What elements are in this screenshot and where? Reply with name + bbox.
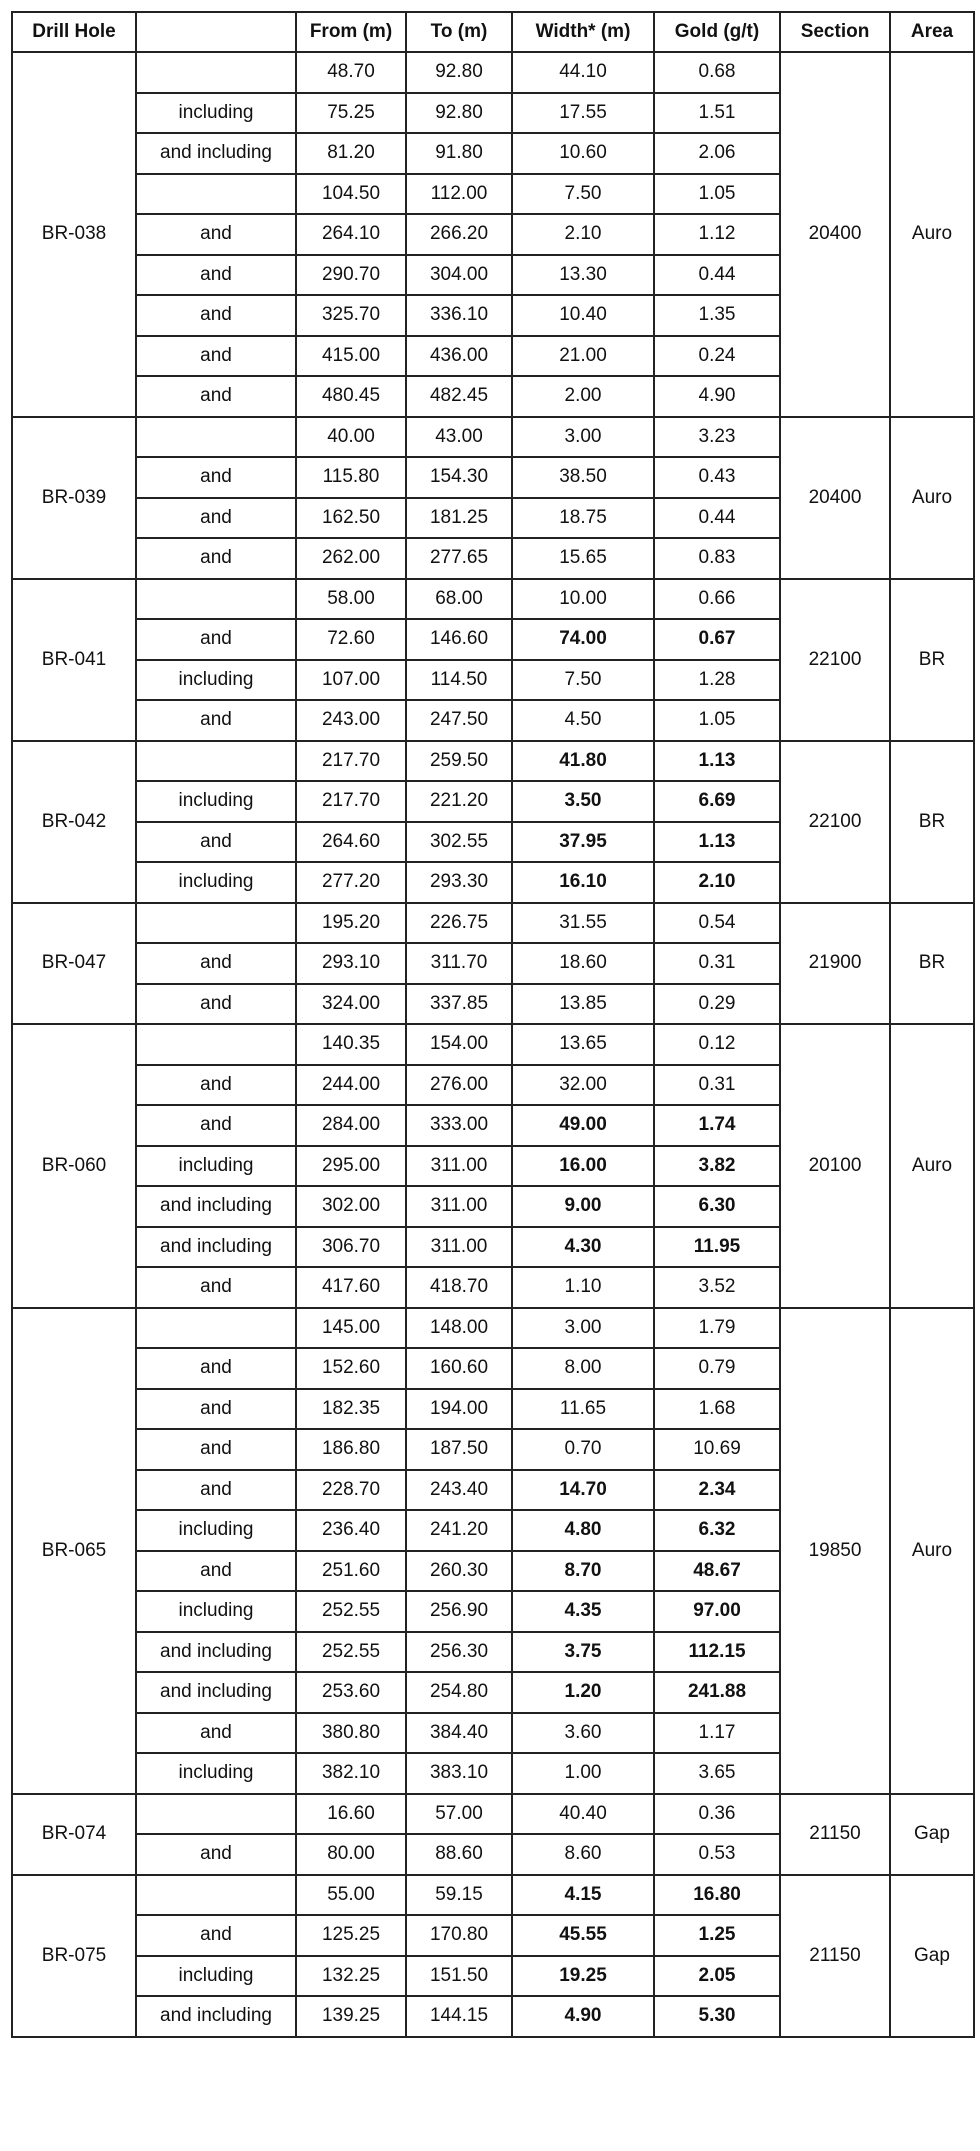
to-cell: 181.25	[406, 498, 512, 539]
table-body	[12, 52, 974, 2037]
qualifier-cell	[136, 579, 296, 620]
to-cell: 114.50	[406, 660, 512, 701]
from-cell: 16.60	[296, 1794, 406, 1835]
from-cell: 264.60	[296, 822, 406, 863]
to-cell: 277.65	[406, 538, 512, 579]
from-cell: 415.00	[296, 336, 406, 377]
qualifier-cell: and	[136, 1429, 296, 1470]
to-cell: 418.70	[406, 1267, 512, 1308]
width-cell: 19.25	[512, 1956, 654, 1997]
qualifier-cell: and	[136, 619, 296, 660]
to-cell: 170.80	[406, 1915, 512, 1956]
width-cell: 15.65	[512, 538, 654, 579]
to-cell: 311.00	[406, 1186, 512, 1227]
qualifier-cell: and	[136, 255, 296, 296]
qualifier-cell: and	[136, 1470, 296, 1511]
from-cell: 290.70	[296, 255, 406, 296]
from-cell: 80.00	[296, 1834, 406, 1875]
gold-cell: 1.51	[654, 93, 780, 134]
from-cell: 186.80	[296, 1429, 406, 1470]
qualifier-cell	[136, 1875, 296, 1916]
to-cell: 91.80	[406, 133, 512, 174]
gold-cell: 97.00	[654, 1591, 780, 1632]
to-cell: 333.00	[406, 1105, 512, 1146]
from-cell: 324.00	[296, 984, 406, 1025]
to-cell: 247.50	[406, 700, 512, 741]
table-row	[12, 1875, 974, 1916]
from-cell: 132.25	[296, 1956, 406, 1997]
gold-cell: 10.69	[654, 1429, 780, 1470]
gold-cell: 6.30	[654, 1186, 780, 1227]
header-row	[12, 12, 974, 52]
to-cell: 256.90	[406, 1591, 512, 1632]
width-cell: 7.50	[512, 660, 654, 701]
to-cell: 112.00	[406, 174, 512, 215]
table-row	[12, 417, 974, 458]
section-cell: 21150	[780, 1875, 890, 2037]
section-cell: 20400	[780, 52, 890, 417]
width-cell: 2.10	[512, 214, 654, 255]
gold-cell: 0.31	[654, 943, 780, 984]
gold-cell: 0.31	[654, 1065, 780, 1106]
gold-cell: 0.12	[654, 1024, 780, 1065]
qualifier-cell: and	[136, 376, 296, 417]
qualifier-cell: including	[136, 660, 296, 701]
qualifier-cell: including	[136, 1956, 296, 1997]
drill-hole-cell: BR-074	[12, 1794, 136, 1875]
width-cell: 1.00	[512, 1753, 654, 1794]
gold-cell: 1.12	[654, 214, 780, 255]
width-cell: 16.10	[512, 862, 654, 903]
to-cell: 160.60	[406, 1348, 512, 1389]
qualifier-cell: and	[136, 1915, 296, 1956]
from-cell: 125.25	[296, 1915, 406, 1956]
to-cell: 311.00	[406, 1227, 512, 1268]
to-cell: 266.20	[406, 214, 512, 255]
table-row	[12, 579, 974, 620]
table-row	[12, 741, 974, 782]
gold-cell: 1.35	[654, 295, 780, 336]
to-cell: 304.00	[406, 255, 512, 296]
qualifier-cell: including	[136, 1146, 296, 1187]
width-cell: 10.60	[512, 133, 654, 174]
from-cell: 284.00	[296, 1105, 406, 1146]
width-cell: 3.60	[512, 1713, 654, 1754]
qualifier-cell: and including	[136, 1186, 296, 1227]
width-cell: 7.50	[512, 174, 654, 215]
from-cell: 55.00	[296, 1875, 406, 1916]
width-cell: 18.75	[512, 498, 654, 539]
width-cell: 0.70	[512, 1429, 654, 1470]
to-cell: 293.30	[406, 862, 512, 903]
gold-cell: 2.06	[654, 133, 780, 174]
gold-cell: 0.79	[654, 1348, 780, 1389]
gold-cell: 16.80	[654, 1875, 780, 1916]
gold-cell: 1.79	[654, 1308, 780, 1349]
to-cell: 154.30	[406, 457, 512, 498]
to-cell: 92.80	[406, 52, 512, 93]
width-cell: 14.70	[512, 1470, 654, 1511]
from-cell: 382.10	[296, 1753, 406, 1794]
gold-cell: 0.44	[654, 255, 780, 296]
gold-cell: 4.90	[654, 376, 780, 417]
width-cell: 4.80	[512, 1510, 654, 1551]
width-cell: 8.70	[512, 1551, 654, 1592]
width-cell: 38.50	[512, 457, 654, 498]
table-row	[12, 52, 974, 93]
to-cell: 57.00	[406, 1794, 512, 1835]
gold-cell: 1.13	[654, 741, 780, 782]
area-cell: Auro	[890, 1308, 974, 1794]
header-qualifier	[136, 12, 296, 52]
gold-cell: 0.83	[654, 538, 780, 579]
width-cell: 31.55	[512, 903, 654, 944]
gold-cell: 0.29	[654, 984, 780, 1025]
table-row	[12, 903, 974, 944]
width-cell: 3.75	[512, 1632, 654, 1673]
qualifier-cell	[136, 741, 296, 782]
width-cell: 4.30	[512, 1227, 654, 1268]
gold-cell: 0.68	[654, 52, 780, 93]
section-cell: 19850	[780, 1308, 890, 1794]
to-cell: 311.70	[406, 943, 512, 984]
width-cell: 44.10	[512, 52, 654, 93]
from-cell: 58.00	[296, 579, 406, 620]
qualifier-cell	[136, 417, 296, 458]
qualifier-cell	[136, 1794, 296, 1835]
drill-results-table	[11, 11, 975, 2038]
table-header	[12, 12, 974, 52]
from-cell: 107.00	[296, 660, 406, 701]
qualifier-cell: and including	[136, 1996, 296, 2037]
width-cell: 4.50	[512, 700, 654, 741]
from-cell: 75.25	[296, 93, 406, 134]
drill-hole-cell: BR-065	[12, 1308, 136, 1794]
from-cell: 252.55	[296, 1632, 406, 1673]
to-cell: 337.85	[406, 984, 512, 1025]
qualifier-cell	[136, 903, 296, 944]
qualifier-cell: and	[136, 1105, 296, 1146]
gold-cell: 1.05	[654, 174, 780, 215]
drill-hole-cell: BR-047	[12, 903, 136, 1025]
from-cell: 306.70	[296, 1227, 406, 1268]
to-cell: 68.00	[406, 579, 512, 620]
width-cell: 18.60	[512, 943, 654, 984]
from-cell: 480.45	[296, 376, 406, 417]
from-cell: 140.35	[296, 1024, 406, 1065]
from-cell: 195.20	[296, 903, 406, 944]
width-cell: 1.10	[512, 1267, 654, 1308]
area-cell: Gap	[890, 1875, 974, 2037]
qualifier-cell: and	[136, 295, 296, 336]
qualifier-cell	[136, 1308, 296, 1349]
drill-hole-cell: BR-075	[12, 1875, 136, 2037]
width-cell: 3.50	[512, 781, 654, 822]
gold-cell: 1.68	[654, 1389, 780, 1430]
drill-hole-cell: BR-039	[12, 417, 136, 579]
qualifier-cell	[136, 174, 296, 215]
gold-cell: 1.74	[654, 1105, 780, 1146]
width-cell: 13.85	[512, 984, 654, 1025]
width-cell: 10.40	[512, 295, 654, 336]
from-cell: 251.60	[296, 1551, 406, 1592]
width-cell: 2.00	[512, 376, 654, 417]
width-cell: 11.65	[512, 1389, 654, 1430]
from-cell: 72.60	[296, 619, 406, 660]
to-cell: 194.00	[406, 1389, 512, 1430]
header-to: To (m)	[406, 12, 512, 52]
gold-cell: 2.05	[654, 1956, 780, 1997]
from-cell: 264.10	[296, 214, 406, 255]
to-cell: 336.10	[406, 295, 512, 336]
from-cell: 115.80	[296, 457, 406, 498]
section-cell: 22100	[780, 741, 890, 903]
from-cell: 243.00	[296, 700, 406, 741]
width-cell: 17.55	[512, 93, 654, 134]
to-cell: 226.75	[406, 903, 512, 944]
qualifier-cell: and	[136, 1065, 296, 1106]
width-cell: 40.40	[512, 1794, 654, 1835]
gold-cell: 112.15	[654, 1632, 780, 1673]
gold-cell: 0.36	[654, 1794, 780, 1835]
to-cell: 482.45	[406, 376, 512, 417]
width-cell: 37.95	[512, 822, 654, 863]
width-cell: 32.00	[512, 1065, 654, 1106]
section-cell: 21900	[780, 903, 890, 1025]
header-gold: Gold (g/t)	[654, 12, 780, 52]
section-cell: 20400	[780, 417, 890, 579]
qualifier-cell: including	[136, 1591, 296, 1632]
from-cell: 293.10	[296, 943, 406, 984]
to-cell: 151.50	[406, 1956, 512, 1997]
to-cell: 259.50	[406, 741, 512, 782]
qualifier-cell: and	[136, 457, 296, 498]
area-cell: Auro	[890, 417, 974, 579]
from-cell: 252.55	[296, 1591, 406, 1632]
from-cell: 325.70	[296, 295, 406, 336]
width-cell: 9.00	[512, 1186, 654, 1227]
width-cell: 4.15	[512, 1875, 654, 1916]
qualifier-cell: and	[136, 984, 296, 1025]
width-cell: 1.20	[512, 1672, 654, 1713]
qualifier-cell	[136, 52, 296, 93]
drill-hole-cell: BR-060	[12, 1024, 136, 1308]
width-cell: 74.00	[512, 619, 654, 660]
from-cell: 244.00	[296, 1065, 406, 1106]
qualifier-cell: and	[136, 538, 296, 579]
gold-cell: 48.67	[654, 1551, 780, 1592]
gold-cell: 5.30	[654, 1996, 780, 2037]
gold-cell: 1.25	[654, 1915, 780, 1956]
qualifier-cell: and	[136, 1551, 296, 1592]
to-cell: 144.15	[406, 1996, 512, 2037]
header-section: Section	[780, 12, 890, 52]
to-cell: 383.10	[406, 1753, 512, 1794]
width-cell: 3.00	[512, 417, 654, 458]
drill-results-container	[11, 11, 975, 2038]
width-cell: 10.00	[512, 579, 654, 620]
width-cell: 4.35	[512, 1591, 654, 1632]
to-cell: 254.80	[406, 1672, 512, 1713]
section-cell: 22100	[780, 579, 890, 741]
width-cell: 41.80	[512, 741, 654, 782]
width-cell: 3.00	[512, 1308, 654, 1349]
table-row	[12, 1024, 974, 1065]
width-cell: 8.60	[512, 1834, 654, 1875]
gold-cell: 2.10	[654, 862, 780, 903]
to-cell: 187.50	[406, 1429, 512, 1470]
from-cell: 277.20	[296, 862, 406, 903]
qualifier-cell: and	[136, 214, 296, 255]
qualifier-cell: and	[136, 1389, 296, 1430]
gold-cell: 0.66	[654, 579, 780, 620]
from-cell: 236.40	[296, 1510, 406, 1551]
area-cell: Auro	[890, 52, 974, 417]
from-cell: 81.20	[296, 133, 406, 174]
from-cell: 40.00	[296, 417, 406, 458]
qualifier-cell: and	[136, 1713, 296, 1754]
qualifier-cell	[136, 1024, 296, 1065]
section-cell: 21150	[780, 1794, 890, 1875]
to-cell: 243.40	[406, 1470, 512, 1511]
gold-cell: 11.95	[654, 1227, 780, 1268]
to-cell: 88.60	[406, 1834, 512, 1875]
qualifier-cell: and	[136, 1267, 296, 1308]
area-cell: BR	[890, 579, 974, 741]
from-cell: 162.50	[296, 498, 406, 539]
qualifier-cell: including	[136, 781, 296, 822]
qualifier-cell: and	[136, 700, 296, 741]
qualifier-cell: and	[136, 1348, 296, 1389]
to-cell: 311.00	[406, 1146, 512, 1187]
header-from: From (m)	[296, 12, 406, 52]
gold-cell: 0.24	[654, 336, 780, 377]
to-cell: 384.40	[406, 1713, 512, 1754]
gold-cell: 0.53	[654, 1834, 780, 1875]
area-cell: BR	[890, 741, 974, 903]
qualifier-cell: and	[136, 498, 296, 539]
from-cell: 228.70	[296, 1470, 406, 1511]
from-cell: 253.60	[296, 1672, 406, 1713]
width-cell: 21.00	[512, 336, 654, 377]
from-cell: 217.70	[296, 741, 406, 782]
qualifier-cell: and including	[136, 1672, 296, 1713]
gold-cell: 3.23	[654, 417, 780, 458]
qualifier-cell: and including	[136, 1227, 296, 1268]
header-drill-hole: Drill Hole	[12, 12, 136, 52]
gold-cell: 0.67	[654, 619, 780, 660]
width-cell: 49.00	[512, 1105, 654, 1146]
from-cell: 262.00	[296, 538, 406, 579]
qualifier-cell: and	[136, 943, 296, 984]
qualifier-cell: including	[136, 1753, 296, 1794]
to-cell: 43.00	[406, 417, 512, 458]
area-cell: BR	[890, 903, 974, 1025]
to-cell: 241.20	[406, 1510, 512, 1551]
to-cell: 92.80	[406, 93, 512, 134]
gold-cell: 1.13	[654, 822, 780, 863]
qualifier-cell: including	[136, 1510, 296, 1551]
from-cell: 48.70	[296, 52, 406, 93]
area-cell: Gap	[890, 1794, 974, 1875]
to-cell: 260.30	[406, 1551, 512, 1592]
width-cell: 45.55	[512, 1915, 654, 1956]
drill-hole-cell: BR-042	[12, 741, 136, 903]
header-area: Area	[890, 12, 974, 52]
table-row	[12, 1794, 974, 1835]
qualifier-cell: and	[136, 336, 296, 377]
qualifier-cell: including	[136, 93, 296, 134]
width-cell: 8.00	[512, 1348, 654, 1389]
gold-cell: 1.05	[654, 700, 780, 741]
from-cell: 295.00	[296, 1146, 406, 1187]
gold-cell: 0.44	[654, 498, 780, 539]
gold-cell: 1.17	[654, 1713, 780, 1754]
width-cell: 13.30	[512, 255, 654, 296]
from-cell: 417.60	[296, 1267, 406, 1308]
to-cell: 256.30	[406, 1632, 512, 1673]
from-cell: 380.80	[296, 1713, 406, 1754]
drill-hole-cell: BR-038	[12, 52, 136, 417]
to-cell: 276.00	[406, 1065, 512, 1106]
header-width: Width* (m)	[512, 12, 654, 52]
area-cell: Auro	[890, 1024, 974, 1308]
width-cell: 16.00	[512, 1146, 654, 1187]
to-cell: 148.00	[406, 1308, 512, 1349]
gold-cell: 3.52	[654, 1267, 780, 1308]
qualifier-cell: and	[136, 1834, 296, 1875]
width-cell: 4.90	[512, 1996, 654, 2037]
gold-cell: 0.54	[654, 903, 780, 944]
from-cell: 302.00	[296, 1186, 406, 1227]
qualifier-cell: including	[136, 862, 296, 903]
section-cell: 20100	[780, 1024, 890, 1308]
gold-cell: 1.28	[654, 660, 780, 701]
width-cell: 13.65	[512, 1024, 654, 1065]
gold-cell: 6.69	[654, 781, 780, 822]
table-row	[12, 1308, 974, 1349]
from-cell: 145.00	[296, 1308, 406, 1349]
gold-cell: 0.43	[654, 457, 780, 498]
to-cell: 154.00	[406, 1024, 512, 1065]
to-cell: 302.55	[406, 822, 512, 863]
from-cell: 104.50	[296, 174, 406, 215]
qualifier-cell: and including	[136, 133, 296, 174]
to-cell: 146.60	[406, 619, 512, 660]
from-cell: 152.60	[296, 1348, 406, 1389]
from-cell: 217.70	[296, 781, 406, 822]
gold-cell: 2.34	[654, 1470, 780, 1511]
to-cell: 436.00	[406, 336, 512, 377]
gold-cell: 6.32	[654, 1510, 780, 1551]
from-cell: 139.25	[296, 1996, 406, 2037]
gold-cell: 241.88	[654, 1672, 780, 1713]
gold-cell: 3.65	[654, 1753, 780, 1794]
to-cell: 221.20	[406, 781, 512, 822]
drill-hole-cell: BR-041	[12, 579, 136, 741]
gold-cell: 3.82	[654, 1146, 780, 1187]
qualifier-cell: and	[136, 822, 296, 863]
from-cell: 182.35	[296, 1389, 406, 1430]
to-cell: 59.15	[406, 1875, 512, 1916]
qualifier-cell: and including	[136, 1632, 296, 1673]
